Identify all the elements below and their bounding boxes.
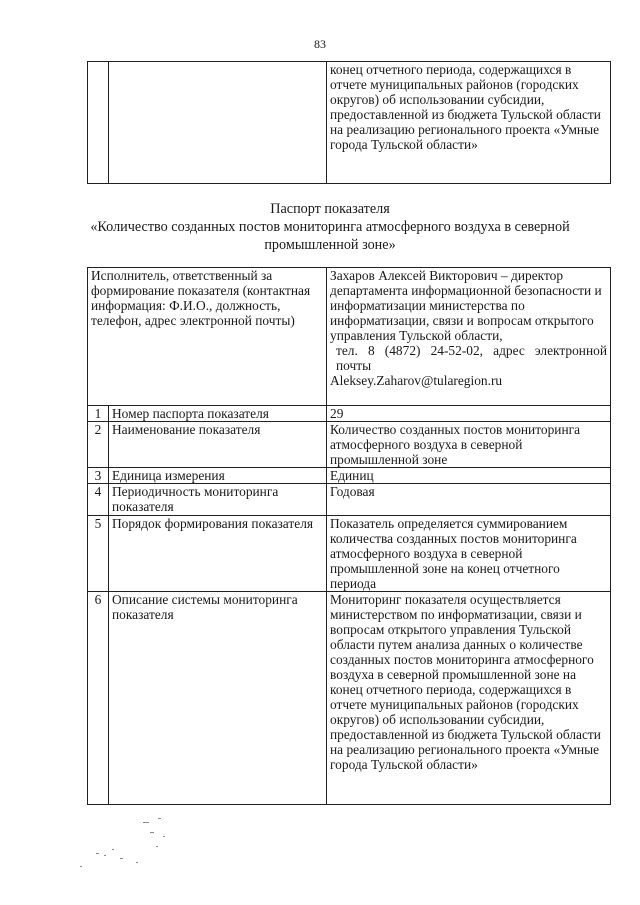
passport-table [87, 267, 611, 805]
row-label: Описание системы мониторинга показателя [109, 592, 327, 805]
page-number: 83 [314, 37, 326, 51]
row-value: Количество созданных постов мониторинга атмосферного воздуха в северной промышленной зоне [327, 422, 611, 468]
table-row [88, 406, 611, 422]
row-label: Номер паспорта показателя [109, 406, 327, 422]
row-number: 5 [88, 516, 109, 592]
row-number: 4 [88, 484, 109, 516]
row-number: 3 [88, 468, 109, 484]
executor-email: Aleksey.Zaharov@tularegion.ru [330, 373, 503, 388]
row-label: Единица измерения [109, 468, 327, 484]
table-row [88, 468, 611, 484]
passport-title: Паспорт показателя [270, 201, 390, 217]
row-value: Единиц [327, 468, 611, 484]
passport-subtitle: «Количество созданных постов мониторинга атмосферного воздуха в северной промышленной зоне» [90, 219, 570, 253]
table-row [88, 516, 611, 592]
row-value: Мониторинг показателя осуществляется министерством по информатизации, связи и вопросам открытого управления Тульской области путем анализа данных о количестве созданных постов мониторинга атмосферного воздуха в северной промышленной зоне на конец отчетного периода, содержащихся в отчете муниципальных районов (городских округов) об использовании субсидии, предоставленной из бюджета Тульской области на реализацию регионального проекта «Умные города Тульской области» [327, 592, 611, 805]
table-cell [88, 62, 109, 184]
row-value: Годовая [327, 484, 611, 516]
executor-phone: тел. 8 (4872) 24-52-02, адрес электронной почты [336, 343, 607, 373]
row-number: 2 [88, 422, 109, 468]
row-label: Наименование показателя [109, 422, 327, 468]
table-cell [109, 62, 327, 184]
continuation-text: конец отчетного периода, содержащихся в отчете муниципальных районов (городских округов) об использовании субсидии, предоставленной из бюджета Тульской области на реализацию регионального проекта «Умные города Тульской области» [327, 62, 611, 184]
table-row [88, 592, 611, 805]
table-row [88, 422, 611, 468]
continuation-table [87, 61, 611, 184]
row-number: 1 [88, 406, 109, 422]
passport-heading [60, 200, 600, 254]
row-label: Порядок формирования показателя [109, 516, 327, 592]
row-value: Показатель определяется суммированием количества созданных постов мониторинга атмосферного воздуха в северной промышленной зоне на конец отчетного периода [327, 516, 611, 592]
row-number: 6 [88, 592, 109, 805]
row-label: Периодичность мониторинга показателя [109, 484, 327, 516]
table-row [88, 484, 611, 516]
row-value: 29 [327, 406, 611, 422]
executor-label: Исполнитель, ответственный за формирование показателя (контактная информация: Ф.И.О., должность, телефон, адрес электронной почты) [88, 268, 327, 406]
executor-name: Захаров Алексей Викторович – директор департамента информационной безопасности и информатизации министерства по информатизации, связи и вопросам открытого управления Тульской области, [330, 268, 602, 343]
executor-row [88, 268, 611, 406]
table-row [88, 62, 611, 184]
executor-value [327, 268, 611, 406]
